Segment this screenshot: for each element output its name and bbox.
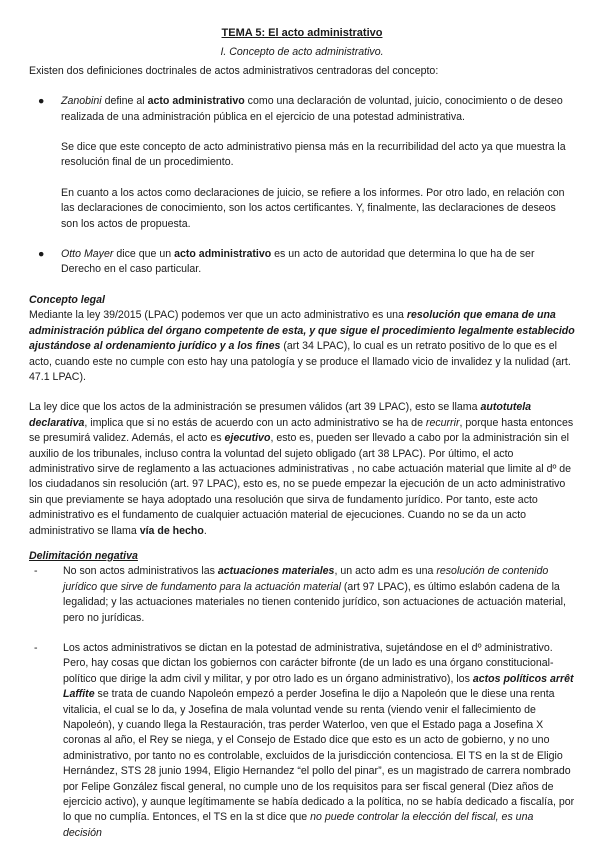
author-name: Otto Mayer: [61, 248, 114, 261]
section-subtitle: I. Concepto de acto administrativo.: [220, 46, 384, 59]
bullet-dot-icon: ●: [38, 248, 45, 261]
list-item-zanobini: [38, 94, 575, 247]
list-item-actuaciones: - No son actos administrativos las actuaciones materiales, un acto adm es una resolución de contenido jurídico que sirve de fundamento para la actuación material (art 97 LPAC), es último eslabón cadena de la legalidad; y las actuaciones materiales no tienen contenido jurídico, son actuaciones de actuación material, pero no jurídicas.: [34, 565, 566, 624]
heading-delimitacion-negativa: Delimitación negativa: [29, 549, 138, 562]
dash-bullet-icon: -: [34, 642, 38, 654]
definitions-list: [38, 94, 575, 278]
list-item-mayer: [38, 247, 575, 278]
key-term: acto administrativo: [174, 248, 272, 261]
author-name: Zanobini: [61, 95, 102, 108]
legal-paragraph-1: Mediante la ley 39/2015 (LPAC) podemos ver que un acto administrativo es una resolución que emana de una administración pública del órgano competente de esta, y que sigue el procedimiento legalmente establecido ajustándose al ordenamiento jurídico y a los fines (art 34 LPAC), lo cual es un retrato positivo de lo que es el acto, cuando este no cumple con esto hay una patología y se produce el llamado vicio de invalidez y la nulidad (art. 47.1 LPAC).: [29, 309, 575, 383]
bullet-dot-icon: ●: [38, 95, 45, 108]
negative-delimitation-list: [29, 564, 575, 841]
zanobini-paragraph-3: En cuanto a los actos como declaraciones de juicio, se refiere a los informes. Por otro lado, en relación con las declaraciones de conocimiento, son los actos certificantes. Y, finalmente, las declaraciones de deseos son los actos de propuesta.: [61, 186, 565, 230]
intro-paragraph: Existen dos definiciones doctrinales de actos administrativos centradoras del concepto:: [29, 64, 439, 77]
key-term: acto administrativo: [147, 95, 245, 108]
mayer-definition: Otto Mayer dice que un acto administrativo es un acto de autoridad que determina lo que ha de ser Derecho en el caso particular.: [61, 248, 535, 276]
document-title: TEMA 5: El acto administrativo: [221, 27, 383, 39]
legal-paragraph-2: La ley dice que los actos de la administración se presumen válidos (art 39 LPAC), esto se llama autotutela declarativa, implica que si no estás de acuerdo con un acto administrativo se ha de recurrir, porque hasta entonces se presumirá validez. Además, el acto es ejecutivo, esto es, pueden ser llevado a cabo por la administración sin el auxilio de los tribunales, incluso contra la voluntad del sujeto obligado (art 38 LPAC). Por último, el acto administrativo sirve de reglamento a las actuaciones administrativas , no cabe actuación material que limite al dº de los ciudadanos sin resolución (art. 97 LPAC), esto es, no se puede empezar la ejecución de un acto administrativo sin que previamente se haya adoptado una resolución que sirva de fundamento jurídico. Por tanto, este acto administrativo es el fundamento de cualquier actuación material de ejecuciones. Cuando no se da un acto administrativo se llama vía de hecho.: [29, 401, 574, 537]
zanobini-paragraph-2: Se dice que este concepto de acto administrativo piensa más en la recurribilidad del acto ya que muestra la resolución final de un procedimiento.: [61, 141, 566, 169]
heading-concepto-legal: Concepto legal: [29, 293, 105, 306]
list-item-actos-politicos: - Los actos administrativos se dictan en la potestad de administrativa, sujetándose en el dº administrativo. Pero, hay cosas que dictan los gobiernos con carácter bifronte (de un lado es una órgano constitucional-político que dirige la adm civil y militar, y por otro lado es un órgano administrativo), los actos políticos arrêt Laffite se trata de cuando Napoleón empezó a perder Josefina le dijo a Napoleón que le diese una renta vitalicia, el cual se lo da, y Josefina de mala voluntad vende su renta (viendo venir el fallecimiento de Napoleón), y cuando llega la Restauración, tras perder Waterloo, ven que el Estado paga a Josefina X coronas al año, el Rey se niega, y el Consejo de Estado dice que esto es un acto de gobierno, y no uno administrativo, por tanto no es controlable, excluidos de la jurisdicción contenciosa. El TS en la st de Eligio Hernández, STS 28 junio 1994, Eligio Hernandez “el pollo del pinar”, es un magistrado de carrera nombrado por Felipe González fiscal general, no cumple uno de los requisitos para ser fiscal general (Diez años de ejercicio activo), y aunque legítimamente se había dedicado a la política, no se había dedicado a fiscalía, por lo que no cumplía. Entonces, el TS en la st dice que no puede controlar la elección del fiscal, es una decisión: [34, 642, 575, 839]
dash-bullet-icon: -: [34, 565, 38, 578]
zanobini-definition: Zanobini define al acto administrativo como una declaración de voluntad, juicio, conocimiento o de deseo realizada de una administración pública en el ejercicio de una potestad administrativa.: [61, 95, 563, 123]
document-page: [29, 26, 575, 841]
